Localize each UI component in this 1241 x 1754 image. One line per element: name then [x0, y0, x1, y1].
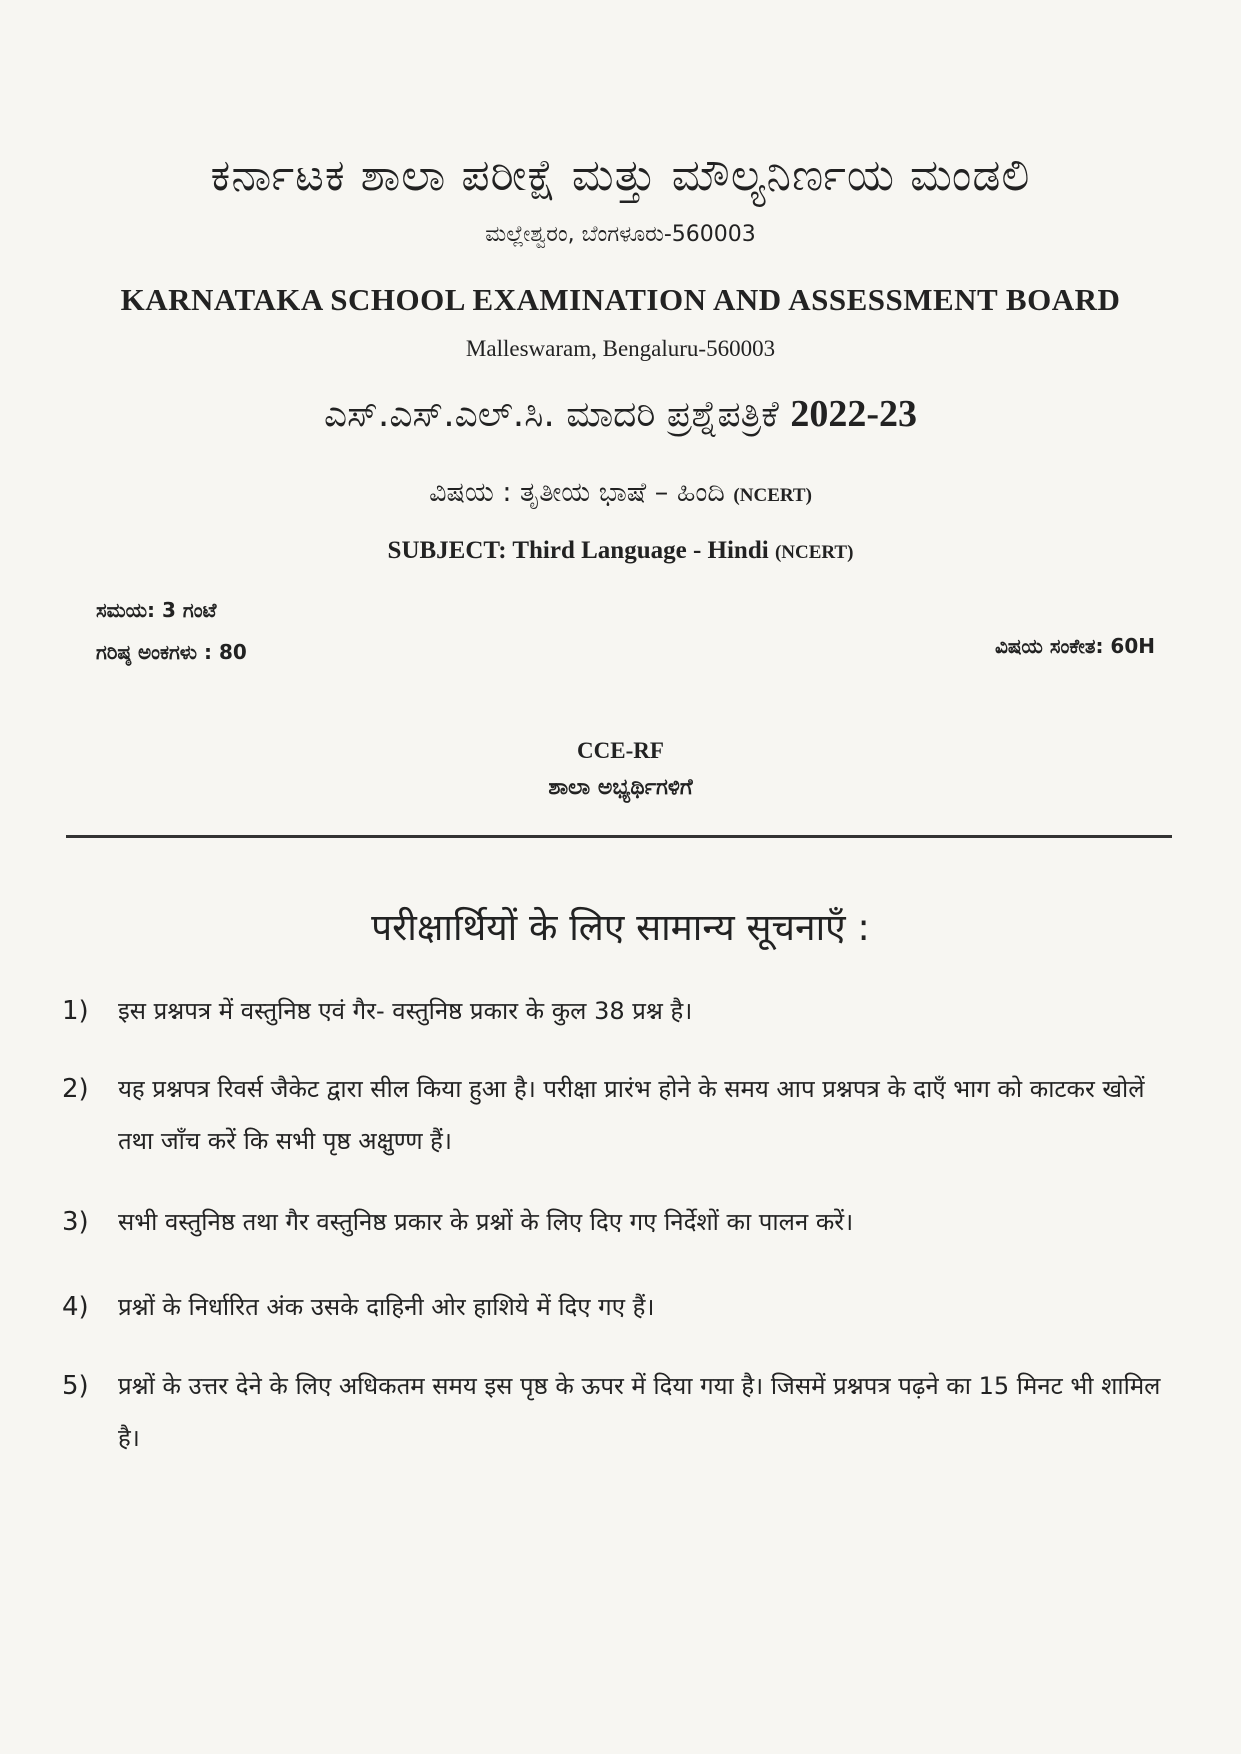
instruction-number: 3) [62, 1207, 89, 1237]
instruction-text: इस प्रश्नपत्र में वस्तुनिष्ठ एवं गैर- वस्तुनिष्ठ प्रकार के कुल 38 प्रश्न है। [118, 997, 693, 1025]
paper-title [0, 392, 1241, 436]
instruction-text: सभी वस्तुनिष्ठ तथा गैर वस्तुनिष्ठ प्रकार के प्रश्नों के लिए दिए गए निर्देशों का पालन करें। [118, 1208, 854, 1236]
subject-code: ವಿಷಯ ಸಂಕೇತ: 60H [994, 634, 1155, 658]
instruction-number: 2) [62, 1074, 89, 1104]
instruction-item [62, 1360, 1172, 1464]
subject-kannada-tag: (NCERT) [733, 485, 812, 506]
instruction-text: प्रश्नों के निर्धारित अंक उसके दाहिनी ओर हाशिये में दिए गए हैं। [118, 1293, 655, 1321]
instruction-item [62, 1196, 1172, 1248]
board-address-kannada: ಮಲ್ಲೇಶ್ವರಂ, ಬೆಂಗಳೂರು-560003 [485, 222, 756, 247]
instruction-number: 4) [62, 1292, 89, 1322]
subject-english [0, 537, 1241, 565]
instruction-number: 5) [62, 1371, 89, 1401]
instruction-item [62, 1281, 1172, 1333]
subject-english-tag: (NCERT) [774, 542, 854, 563]
board-name-kannada: ಕರ್ನಾಟಕ ಶಾಲಾ ಪರೀಕ್ಷೆ ಮತ್ತು ಮೌಲ್ಯನಿರ್ಣಯ ಮಂಡಲಿ [210, 150, 1031, 201]
subject-english-text: SUBJECT: Third Language - Hindi [387, 537, 769, 564]
exam-duration: ಸಮಯ: 3 ಗಂಟೆ [96, 598, 217, 622]
instruction-item [62, 985, 1172, 1037]
board-address-english: Malleswaram, Bengaluru-560003 [465, 336, 776, 361]
divider [66, 835, 1172, 838]
instruction-number: 1) [62, 996, 89, 1026]
subject-kannada [0, 477, 1241, 509]
max-marks: ಗರಿಷ್ಠ ಅಂಕಗಳು : 80 [96, 640, 247, 664]
board-name-english: KARNATAKA SCHOOL EXAMINATION AND ASSESSMENT BOARD [120, 282, 1121, 317]
paper-title-kannada: ಎಸ್.ಎಸ್.ಎಲ್.ಸಿ. ಮಾದರಿ ಪ್ರಶ್ನೆಪತ್ರಿಕೆ [324, 394, 779, 435]
subject-kannada-text: ವಿಷಯ : ತೃತೀಯ ಭಾಷೆ – ಹಿಂದಿ [429, 477, 725, 508]
instruction-text: प्रश्नों के उत्तर देने के लिए अधिकतम समय इस पृष्ठ के ऊपर में दिया गया है। जिसमें प्रश्नपत्र पढ़ने का 15 मिनट भी शामिल है। [118, 1372, 1161, 1452]
paper-year: 2022-23 [790, 393, 917, 435]
instruction-text: यह प्रश्नपत्र रिवर्स जैकेट द्वारा सील किया हुआ है। परीक्षा प्रारंभ होने के समय आप प्रश्नपत्र के दाएँ भाग को काटकर खोलें तथा जाँच करें कि सभी पृष्ठ अक्षुण्ण हैं। [118, 1075, 1145, 1155]
instruction-item [62, 1063, 1172, 1167]
paper-code: CCE-RF [577, 738, 664, 763]
candidate-type: ಶಾಲಾ ಅಭ್ಯರ್ಥಿಗಳಿಗೆ [548, 775, 693, 800]
instructions-heading: परीक्षार्थियों के लिए सामान्य सूचनाएँ : [371, 906, 870, 949]
